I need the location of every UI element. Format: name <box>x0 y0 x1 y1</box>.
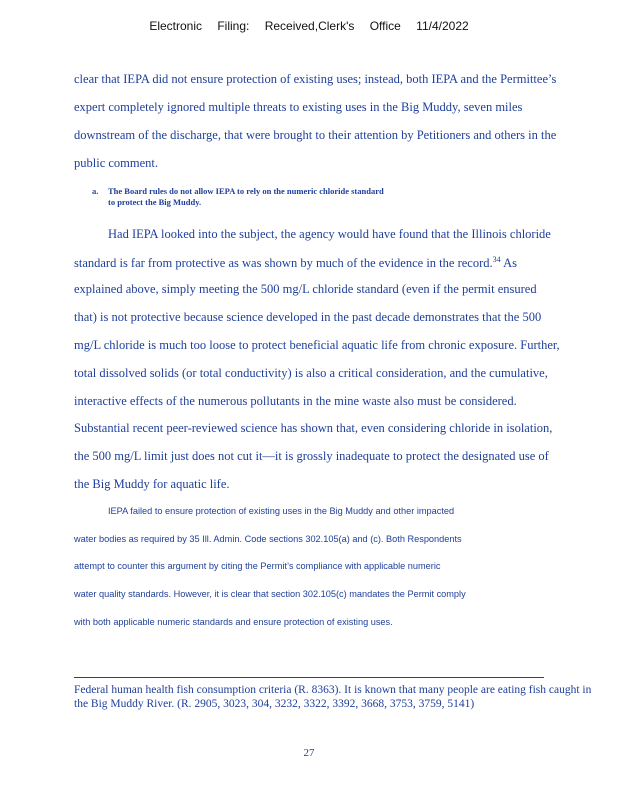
footnote-reference: 34 <box>492 255 501 264</box>
paragraph-line: Had IEPA looked into the subject, the agency would have found that the Illinois chloride <box>108 227 551 241</box>
paragraph-text: standard is far from protective as was shown by much of the evidence in the record. <box>74 256 493 271</box>
paragraph-line: explained above, simply meeting the 500 mg/L chloride standard (even if the permit ensured <box>74 282 537 296</box>
paragraph-line: downstream of the discharge, that were brought to their attention by Petitioners and others in the <box>74 128 557 142</box>
paragraph-line: clear that IEPA did not ensure protection of existing uses; instead, both IEPA and the Permittee’s <box>74 72 557 86</box>
paragraph-line-with-footnote <box>74 255 564 271</box>
header-filing: Filing: <box>217 19 250 33</box>
paragraph-line: the Big Muddy for aquatic life. <box>74 477 230 491</box>
subheading-label: a. <box>92 186 99 196</box>
paragraph-line: total dissolved solids (or total conductivity) is also a critical consideration, and the cumulative, <box>74 366 548 380</box>
header-received: Received,Clerk's <box>264 19 355 33</box>
paragraph-line: the 500 mg/L limit just does not cut it—it is grossly inadequate to protect the designated use of <box>74 449 549 463</box>
header-date: 11/4/2022 <box>416 19 469 33</box>
paragraph-line: expert completely ignored multiple threats to existing uses in the Big Muddy, seven miles <box>74 100 523 114</box>
paragraph-line: with both applicable numeric standards and ensure protection of existing uses. <box>74 617 393 627</box>
header-electronic: Electronic <box>149 19 202 33</box>
paragraph-text: As <box>503 256 517 271</box>
header-office: Office <box>369 19 401 33</box>
page-number: 27 <box>303 747 315 759</box>
footnote-text: Federal human health fish consumption criteria (R. 8363). It is known that many people are eating fish caught in the Big Muddy River. (R. 2905, 3023, 304, 3232, 3322, 3392, 3668, 3753, 3759, 5141) <box>74 684 592 710</box>
paragraph-line: Substantial recent peer-reviewed science has shown that, even considering chloride in isolation, <box>74 421 553 435</box>
paragraph-line: interactive effects of the numerous pollutants in the mine waste also must be considered. <box>74 394 517 408</box>
paragraph-line: mg/L chloride is much too loose to protect beneficial aquatic life from chronic exposure. Further, <box>74 338 560 352</box>
paragraph-line: public comment. <box>74 156 159 170</box>
paragraph-line: IEPA failed to ensure protection of existing uses in the Big Muddy and other impacted <box>108 506 455 516</box>
paragraph-line: water bodies as required by 35 Ill. Admin. Code sections 302.105(a) and (c). Both Respondents <box>74 534 462 544</box>
paragraph-line: that) is not protective because science developed in the past decade demonstrates that the 500 <box>74 310 542 324</box>
footnote-divider <box>74 677 544 678</box>
filing-header <box>0 19 618 33</box>
subheading-text: The Board rules do not allow IEPA to rely on the numeric chloride standard to protect the Big Muddy. <box>108 186 384 207</box>
paragraph-line: water quality standards. However, it is clear that section 302.105(c) mandates the Permit comply <box>74 589 466 599</box>
paragraph-line: attempt to counter this argument by citing the Permit’s compliance with applicable numeric <box>74 561 441 571</box>
